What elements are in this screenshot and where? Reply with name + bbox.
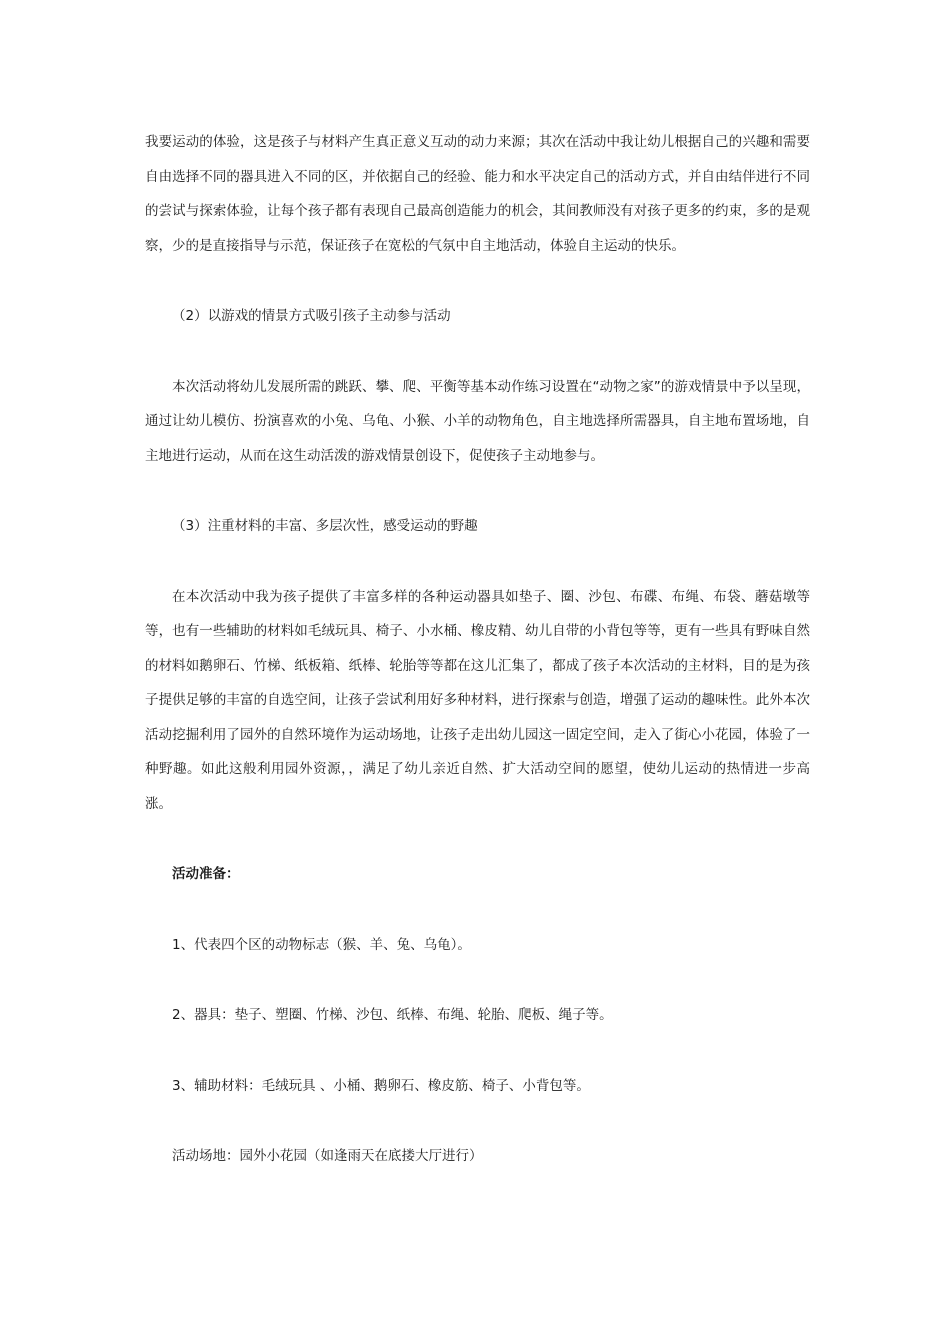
heading-materials: （3）注重材料的丰富、多层次性，感受运动的野趣 bbox=[172, 518, 478, 534]
preparation-item-3: 3、辅助材料：毛绒玩具 、小桶、鹅卵石、橡皮筋、椅子、小背包等。 bbox=[172, 1077, 590, 1094]
paragraph-experience: 我要运动的体验，这是孩子与材料产生真正意义互动的动力来源；其次在活动中我让幼儿根据自己的兴趣和需要自由选择不同的器具进入不同的区，并依据自己的经验、能力和水平决定自己的活动方式，并自由结伴进行不同的尝试与探索体验，让每个孩子都有表现自己最高创造能力的机会，其间教师没有对孩子更多的约束，多的是观察，少的是直接指导与示范，保证孩子在宽松的气氛中自主地活动，体验自主运动的快乐。 bbox=[145, 134, 810, 254]
section-title-preparation: 活动准备： bbox=[172, 866, 240, 882]
paragraph-materials: 在本次活动中我为孩子提供了丰富多样的各种运动器具如垫子、圈、沙包、布碟、布绳、布袋、蘑菇墩等等，也有一些辅助的材料如毛绒玩具、椅子、小水桶、橡皮精、幼儿自带的小背包等等，更有一些具有野味自然的材料如鹅卵石、竹梯、纸板箱、纸棒、轮胎等等都在这儿汇集了，都成了孩子本次活动的主材料，目的是为孩子提供足够的丰富的自选空间，让孩子尝试利用好多种材料，进行探索与创造，增强了运动的趣味性。此外本次活动挖掘利用了园外的自然环境作为运动场地，让孩子走出幼儿园这一固定空间，走入了街心小花园，体验了一种野趣。如此这般利用园外资源，，满足了幼儿亲近自然、扩大活动空间的愿望，使幼儿运动的热情进一步高涨。 bbox=[145, 588, 810, 812]
preparation-item-2: 2、器具：垫子、塑圈、竹梯、沙包、纸棒、布绳、轮胎、爬板、绳子等。 bbox=[172, 1007, 613, 1023]
preparation-item-1: 1、代表四个区的动物标志（猴、羊、兔、乌龟）。 bbox=[172, 936, 471, 953]
heading-game-situation: （2）以游戏的情景方式吸引孩子主动参与活动 bbox=[172, 308, 451, 324]
paragraph-game-situation: 本次活动将幼儿发展所需的跳跃、攀、爬、平衡等基本动作练习设置在“动物之家”的游戏情景中予以呈现，通过让幼儿模仿、扮演喜欢的小兔、乌龟、小猴、小羊的动物角色，自主地选择所需器具，自主地布置场地，自主地进行运动，从而在这生动活泼的游戏情景创设下，促使孩子主动地参与。 bbox=[145, 378, 810, 464]
activity-venue: 活动场地：园外小花园（如逢雨天在底搂大厅进行） bbox=[172, 1148, 483, 1164]
document-body bbox=[145, 125, 810, 1174]
